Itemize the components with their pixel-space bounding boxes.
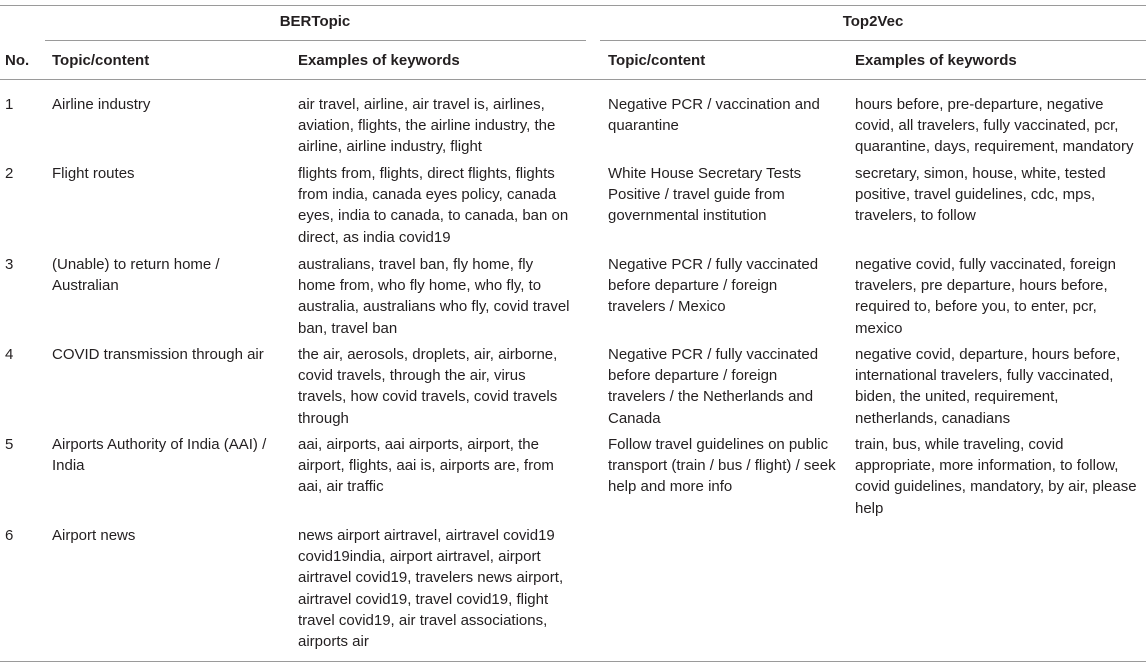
top2vec-topic-cell: White House Secretary Tests Positive / travel guide from governmental institution xyxy=(608,165,802,225)
top2vec-keywords-cell: secretary, simon, house, white, tested positive, travel guidelines, cdc, mps, travelers, to follow xyxy=(855,165,1106,225)
bert-keywords-cell: news airport airtravel, airtravel covid19 covid19india, airport airtravel, airport airtravel covid19, travelers news airport, airtravel covid19, travel covid19, flight travel covid19, air travel associations, airports air xyxy=(298,527,564,651)
row-number: 5 xyxy=(5,436,14,453)
row-number: 3 xyxy=(5,256,14,273)
row-number: 4 xyxy=(5,346,14,363)
top2vec-topic-cell: Negative PCR / fully vaccinated before departure / foreign travelers / Mexico xyxy=(608,256,819,316)
row-number: 1 xyxy=(5,96,14,113)
bert-keywords-cell: aai, airports, aai airports, airport, the airport, flights, aai is, airports are, from aai, air traffic xyxy=(298,436,554,496)
top2vec-topic-cell: Negative PCR / fully vaccinated before departure / foreign travelers / the Netherlands and Canada xyxy=(608,346,819,427)
bert-keywords-cell: australians, travel ban, fly home, fly home from, who fly home, who fly, to australia, australians who fly, covid travel ban, travel ban xyxy=(298,256,570,337)
bert-topic-cell: Flight routes xyxy=(52,165,135,182)
bert-topic-cell: Airports Authority of India (AAI) / India xyxy=(52,436,267,475)
column-header-top2vec-topic: Topic/content xyxy=(608,52,706,69)
top2vec-keywords-cell: negative covid, fully vaccinated, foreign travelers, pre departure, hours before, required to, before you, to enter, pcr, mexico xyxy=(855,256,1116,337)
bert-keywords-cell: air travel, airline, air travel is, airlines, aviation, flights, the airline industry, the airline, airline industry, flight xyxy=(298,96,556,156)
top2vec-topic-cell: Negative PCR / vaccination and quarantine xyxy=(608,96,820,135)
row-number: 6 xyxy=(5,527,14,544)
column-header-no: No. xyxy=(5,52,30,69)
group-header-top2vec: Top2Vec xyxy=(842,13,904,30)
bert-keywords-cell: flights from, flights, direct flights, flights from india, canada eyes policy, canada eyes, india to canada, to canada, ban on direct, as india covid19 xyxy=(298,165,569,246)
column-header-bert-keywords: Examples of keywords xyxy=(298,52,460,69)
top2vec-keywords-cell: hours before, pre-departure, negative covid, all travelers, fully vaccinated, pcr, quarantine, days, requirement, mandatory xyxy=(855,96,1134,156)
header-bottom-rule xyxy=(0,79,1146,80)
top-rule xyxy=(0,5,1146,6)
bert-keywords-cell: the air, aerosols, droplets, air, airborne, covid travels, through the air, virus travels, how covid travels, covid travels through xyxy=(298,346,558,427)
bert-topic-cell: (Unable) to return home / Australian xyxy=(52,256,220,295)
bertopic-group-rule xyxy=(45,40,586,41)
bert-topic-cell: COVID transmission through air xyxy=(52,346,264,363)
row-number: 2 xyxy=(5,165,14,182)
bottom-rule xyxy=(0,661,1146,662)
group-header-bertopic: BERTopic xyxy=(279,13,351,30)
column-header-top2vec-keywords: Examples of keywords xyxy=(855,52,1017,69)
column-header-bert-topic: Topic/content xyxy=(52,52,150,69)
top2vec-keywords-cell: train, bus, while traveling, covid appropriate, more information, to follow, covid guidelines, mandatory, by air, please help xyxy=(855,436,1137,517)
top2vec-group-rule xyxy=(600,40,1146,41)
top2vec-keywords-cell: negative covid, departure, hours before, international travelers, fully vaccinated, biden, the united, requirement, netherlands, canadians xyxy=(855,346,1121,427)
top2vec-topic-cell: Follow travel guidelines on public transport (train / bus / flight) / seek help and more info xyxy=(608,436,836,496)
bert-topic-cell: Airport news xyxy=(52,527,136,544)
bert-topic-cell: Airline industry xyxy=(52,96,151,113)
